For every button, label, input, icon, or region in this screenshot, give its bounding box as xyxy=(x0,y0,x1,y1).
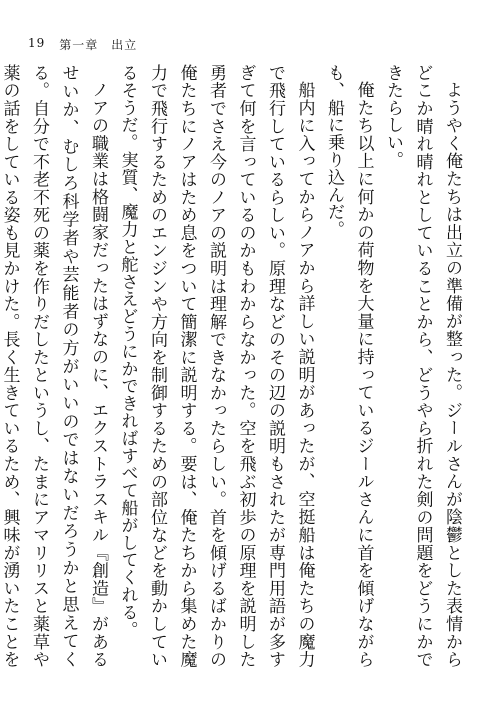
paragraph: 船内に入ってからノアから詳しい説明があったが、空挺船は俺たちの魔力で飛行しているらしい。原理などのその辺の説明もされたが専門用語が多すぎて何を言っているのかもわからなかった。空を飛ぶ初歩の原理を説明した勇者でさえ今のノアの説明は理解できなかったらしい。首を傾げるばかりの俺たちにノアはため息をついて簡潔に説明する。要は、俺たちから集めた魔力で飛行するためのエンジンや方向を制御するための部位などを動かしているそうだ。実質、魔力と舵さえどうにかできればすべて船がしてくれる。 xyxy=(117,64,315,668)
paragraph: 俺たち以上に何かの荷物を大量に持っているジールさんに首を傾げながらも、船に乗り込んだ。 xyxy=(324,64,374,668)
chapter-title: 第一章 出立 xyxy=(59,38,138,52)
paragraph: ようやく俺たちは出立の準備が整った。ジールさんが陰鬱とした表情からどこか晴れ晴れとしていることから、どうやら折れた剣の問題をどうにかできたらしい。 xyxy=(383,64,462,668)
page-number: 19 xyxy=(28,36,46,50)
page-header xyxy=(28,36,137,53)
body-text xyxy=(0,64,466,668)
paragraph: ノアの職業は格闘家だったはずなのに、エクストラスキル『創造』があるせいか、むしろ科学者や芸能者の方がいいのではないだろうかと思えてくる。自分で不老不死の薬を作りだしたというし、たまにアマリリスと薬草や薬の話をしている姿も見かけた。長く生きているため、興味が湧いたことを xyxy=(0,64,108,668)
